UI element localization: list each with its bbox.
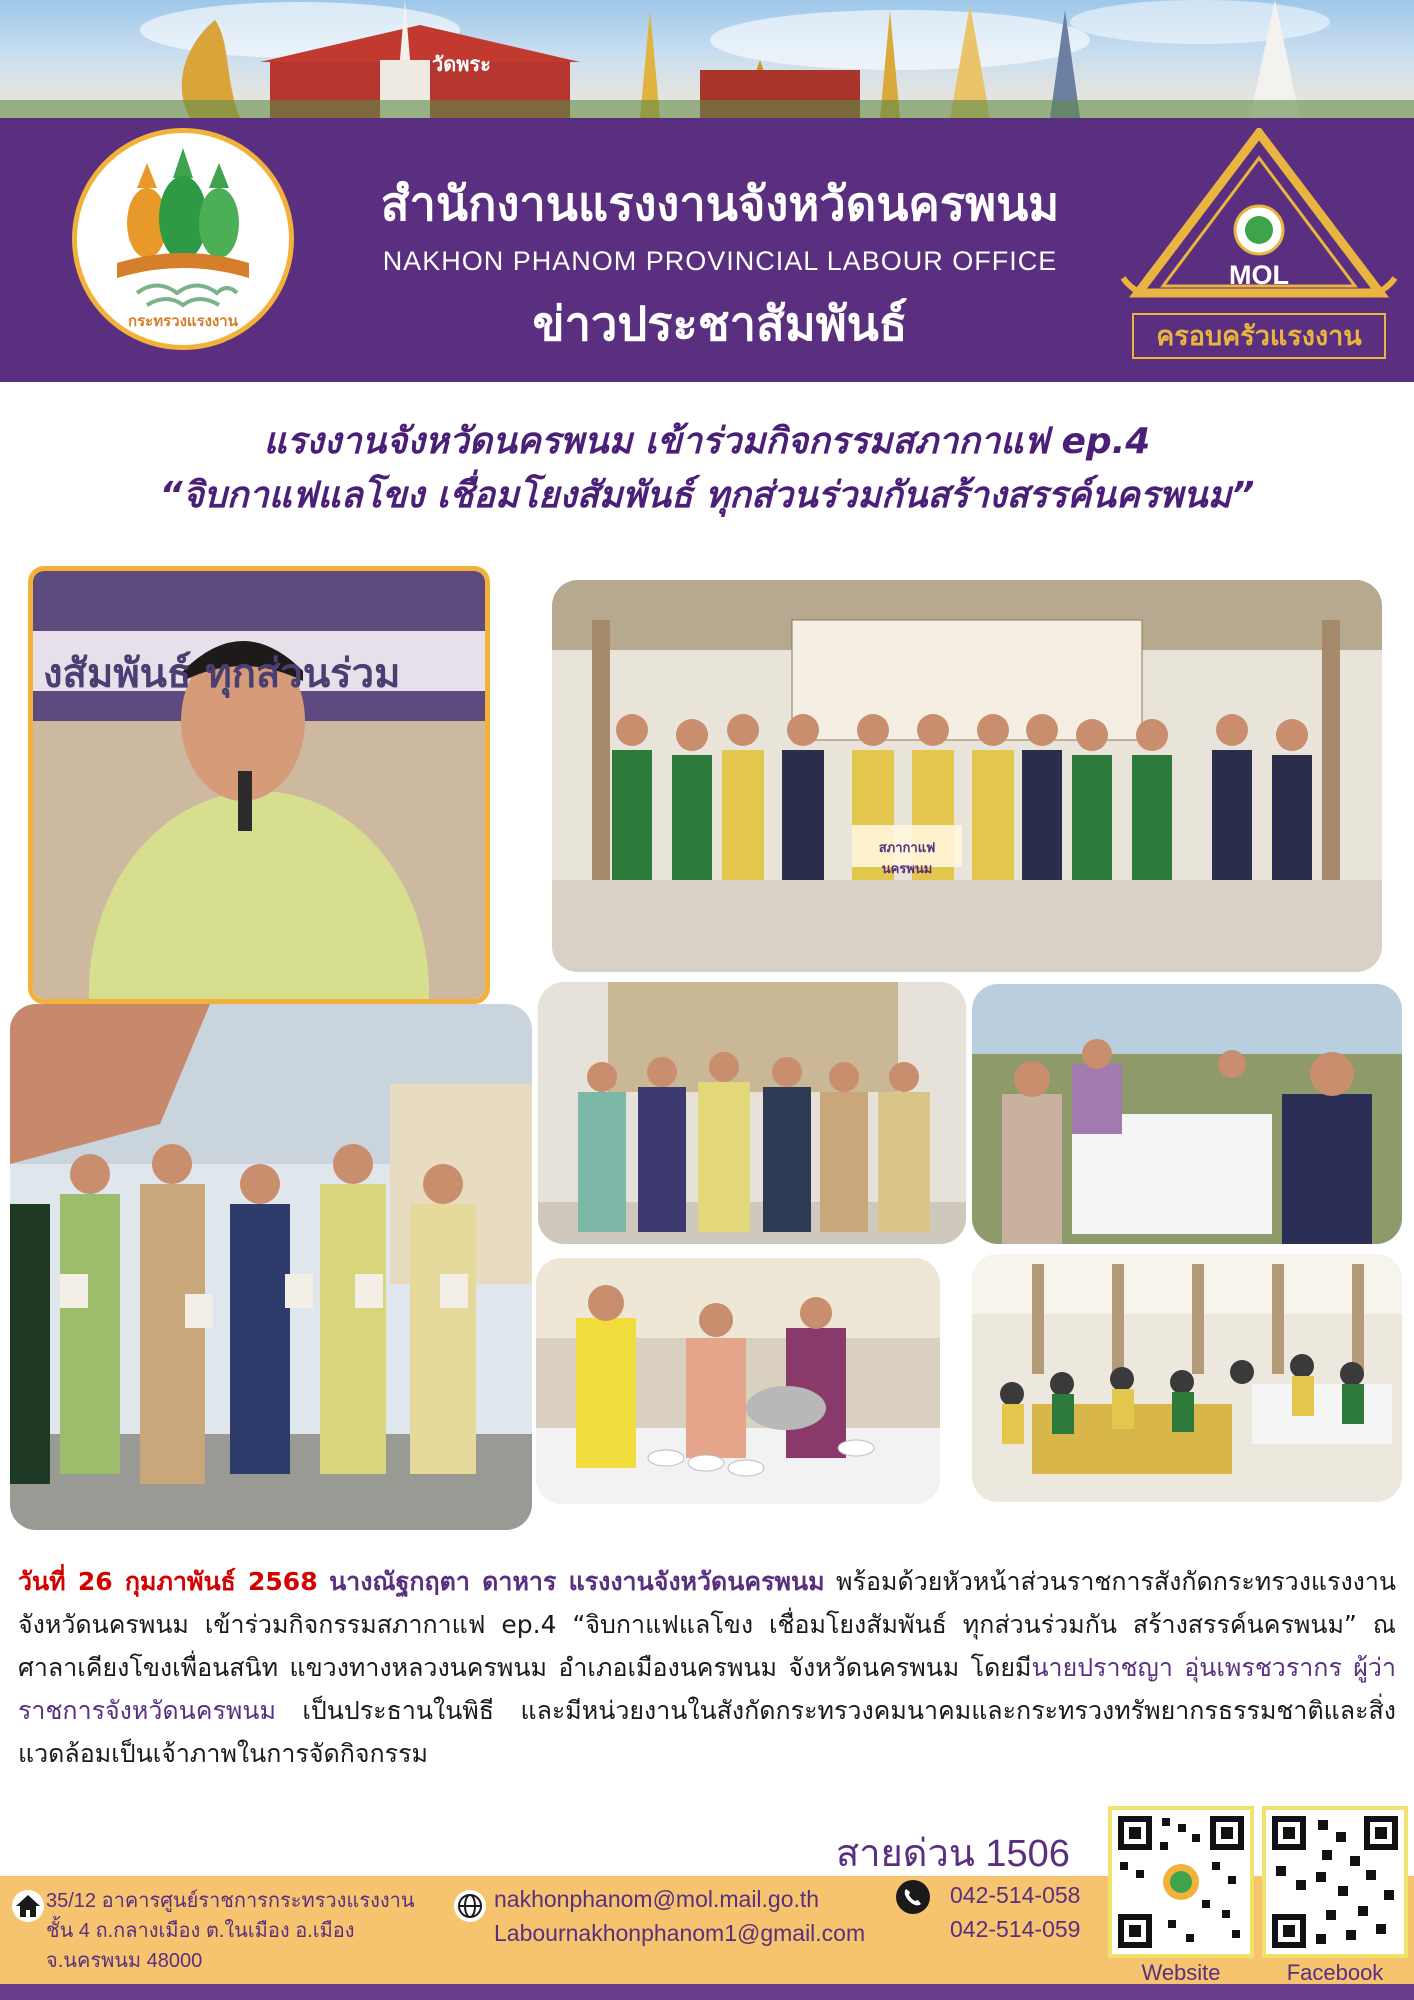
email-primary[interactable]: nakhonphanom@mol.mail.go.th <box>494 1886 820 1912</box>
mol-logo <box>1118 128 1400 368</box>
office-name-english: NAKHON PHANOM PROVINCIAL LABOUR OFFICE <box>382 246 1058 276</box>
mol-slogan: ครอบครัวแรงงาน <box>1156 321 1362 352</box>
phone-number-2[interactable]: 042-514-059 <box>950 1916 1081 1942</box>
website-qr-code[interactable] <box>1108 1806 1254 1958</box>
address-line-3: จ.นครพนม 48000 <box>46 1950 203 1972</box>
temple-skyline-image <box>0 0 1414 118</box>
globe-icon <box>454 1890 486 1922</box>
temple-banner <box>0 0 1414 118</box>
phone-icon <box>896 1880 930 1914</box>
body-text-part-1: พร้อมด้วยหัวหน้าส่วนราชการสังกัดกระทรวงแรงงานจังหวัดนครพนม เข้าร่วมกิจกรรมสภากาแฟ ep.4 “จิบกาแฟแลโขง เชื่อมโยงสัมพันธ์ ทุกส่วนร่วมกัน สร้างสรรค์นครพนม” ณ ศาลาเคียงโขงเพื่อนสนิท แขวงทางหลวงนครพนม อำเภอเมืองนครพนม จังหวัดนครพนม โดยมี <box>18 1567 1396 1682</box>
photo-riverside-table <box>972 984 1402 1244</box>
photo-dining-hall <box>972 1254 1402 1502</box>
labour-officer-name: นางณัฐกฤตา ดาหาร แรงงานจังหวัดนครพนม <box>329 1567 825 1596</box>
photo-group-stage <box>552 580 1382 972</box>
photo-cooking <box>536 1258 940 1504</box>
footer-bottom-line <box>0 1984 1414 2000</box>
home-icon <box>12 1890 44 1922</box>
seal-caption: กระทรวงแรงงาน <box>128 312 238 330</box>
email-secondary[interactable]: Labournakhonphanom1@gmail.com <box>494 1920 866 1946</box>
facebook-qr-label: Facebook <box>1286 1960 1384 1985</box>
website-qr-label: Website <box>1141 1960 1221 1985</box>
phone-number-1[interactable]: 042-514-058 <box>950 1882 1081 1908</box>
photo-speaker <box>28 566 490 1004</box>
press-release-title: ข่าวประชาสัมพันธ์ <box>532 297 908 352</box>
mol-abbr: MOL <box>1229 260 1289 290</box>
group-stage-sign: สภากาแฟ นครพนม <box>878 841 936 877</box>
body-text-part-2: เป็นประธานในพิธี และมีหน่วยงานในสังกัดกระทรวงคมนาคมและกระทรวงทรัพยากรธรรมชาติและสิ่งแวดล้อมเป็นเจ้าภาพในการจัดกิจกรรม <box>18 1696 1396 1768</box>
address-line-2: ชั้น 4 ถ.กลางเมือง ต.ในเมือง อ.เมือง <box>46 1920 355 1942</box>
photo-gift-bags <box>10 1004 532 1530</box>
event-date: วันที่ 26 กุมภาพันธ์ 2568 <box>18 1567 318 1596</box>
photo-small-group <box>538 982 966 1244</box>
news-body-paragraph <box>18 1560 1396 1775</box>
hotline-number: สายด่วน 1506 <box>836 1833 1070 1875</box>
address-line-1: 35/12 อาคารศูนย์ราชการกระทรวงแรงงาน <box>46 1890 415 1912</box>
headline-line-1: แรงงานจังหวัดนครพนม เข้าร่วมกิจกรรมสภากาแฟ ep.4 <box>263 421 1151 462</box>
ministry-seal-logo <box>72 128 294 350</box>
facebook-qr-code[interactable] <box>1262 1806 1408 1958</box>
banner-sign: วัดพระ <box>432 52 491 76</box>
headline-line-2: “จิบกาแฟแลโขง เชื่อมโยงสัมพันธ์ ทุกส่วนร่วมกันสร้างสรรค์นครพนม” <box>159 475 1255 516</box>
speaker-backdrop-text: งสัมพันธ์ ทุกส่วนร่วม <box>43 651 401 697</box>
office-name-thai: สำนักงานแรงงานจังหวัดนครพนม <box>380 177 1060 232</box>
governor-name: นายปราชญา อุ่นเพรชวรากร ผู้ว่าราชการจังหวัดนครพนม <box>18 1653 1396 1725</box>
